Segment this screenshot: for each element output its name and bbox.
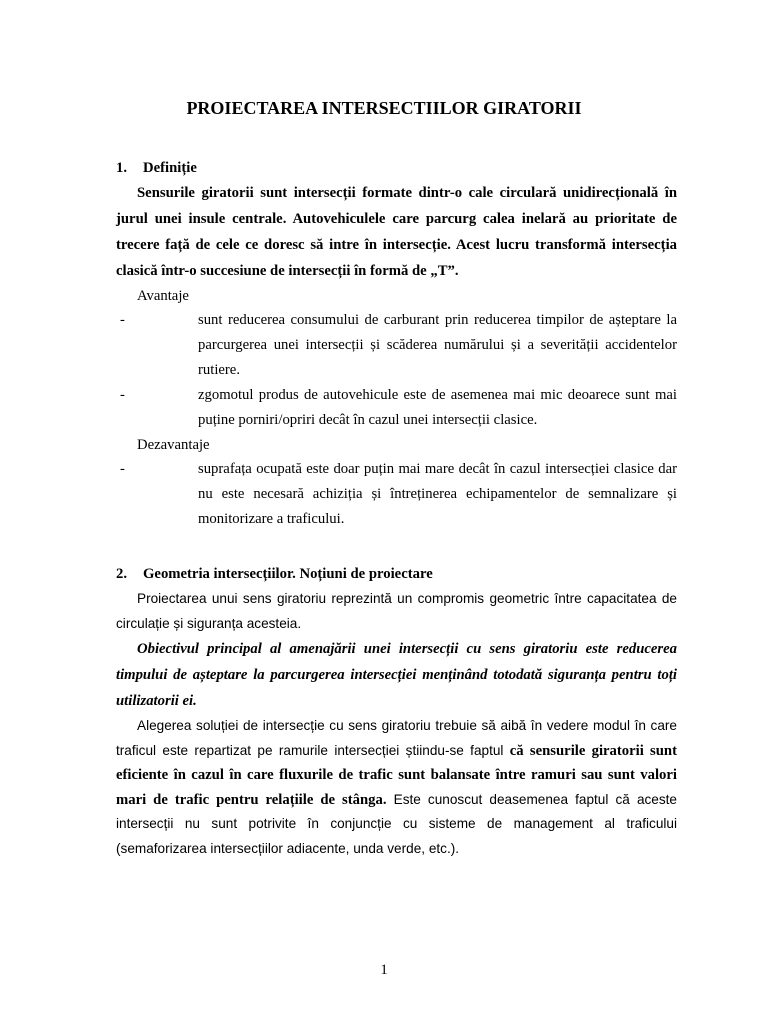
paragraph-text: Alegerea soluției de intersecție cu sens giratoriu trebuie să aibă în vedere modul în care traficul este repartizat pe ramurile intersecției știindu-se faptul <box>116 718 677 758</box>
list-item-text: suprafața ocupată este doar puțin mai mare decât în cazul intersecției clasice dar nu este necesară achiziția și întreținerea echipamentelor de semnalizare și monitorizare a traficului. <box>198 461 677 527</box>
section-number: 2. <box>116 566 128 582</box>
section-number: 1. <box>116 160 128 176</box>
list-dash: - <box>120 461 125 477</box>
list-dash: - <box>120 312 125 328</box>
list-item <box>116 308 677 383</box>
list-item-text: zgomotul produs de autovehicule este de asemenea mai mic deoarece sunt mai puține porniri/opriri decât în cazul unei intersecții clasice. <box>198 387 677 428</box>
section-1-heading <box>116 156 677 180</box>
page-number: 1 <box>380 962 388 978</box>
definition-paragraph: Sensurile giratorii sunt intersecții formate dintr-o cale circulară unidirecțională în jurul unei insule centrale. Autovehiculele care parcurg calea inelară au prioritate de trecere față de cele ce doresc să intre în intersecție. Acest lucru transformă intersecția clasică într-o succesiune de intersecții în formă de „T”. <box>116 185 677 279</box>
solution-paragraph <box>116 714 677 861</box>
document-title: PROIECTAREA INTERSECTIILOR GIRATORII <box>186 98 582 118</box>
document-body <box>116 156 677 861</box>
section-title: Geometria intersecțiilor. Noțiuni de proiectare <box>143 566 433 582</box>
list-item-text: sunt reducerea consumului de carburant prin reducerea timpilor de așteptare la parcurgerea unei intersecții și scăderea numărului și a severității accidentelor rutiere. <box>198 312 677 378</box>
intro-paragraph: Proiectarea unui sens giratoriu reprezintă un compromis geometric între capacitatea de circulație și siguranța acesteia. <box>116 591 677 631</box>
disadvantages-label: Dezavantaje <box>137 437 210 453</box>
emphasized-text: că sensurile giratorii sunt eficiente în cazul în care fluxurile de trafic sunt balansate între ramuri sau sunt valori mari de trafic pentru relațiile de stânga. <box>116 742 677 808</box>
list-item <box>116 383 677 433</box>
section-2-heading <box>116 562 677 586</box>
list-dash: - <box>120 387 125 403</box>
advantages-label: Avantaje <box>137 288 189 304</box>
section-title: Definiție <box>143 160 197 176</box>
section-spacer <box>116 532 677 562</box>
paragraph-text: Este cunoscut deasemenea faptul că aceste intersecții nu sunt potrivite în conjuncție cu sisteme de management al traficului (semaforizarea intersecțiilor adiacente, unda verde, etc.). <box>116 791 677 856</box>
objective-paragraph: Obiectivul principal al amenajării unei intersecții cu sens giratoriu este reducerea timpului de așteptare la parcurgerea intersecției menținând totodată siguranța pentru toți utilizatorii ei. <box>116 641 677 709</box>
list-item <box>116 457 677 532</box>
